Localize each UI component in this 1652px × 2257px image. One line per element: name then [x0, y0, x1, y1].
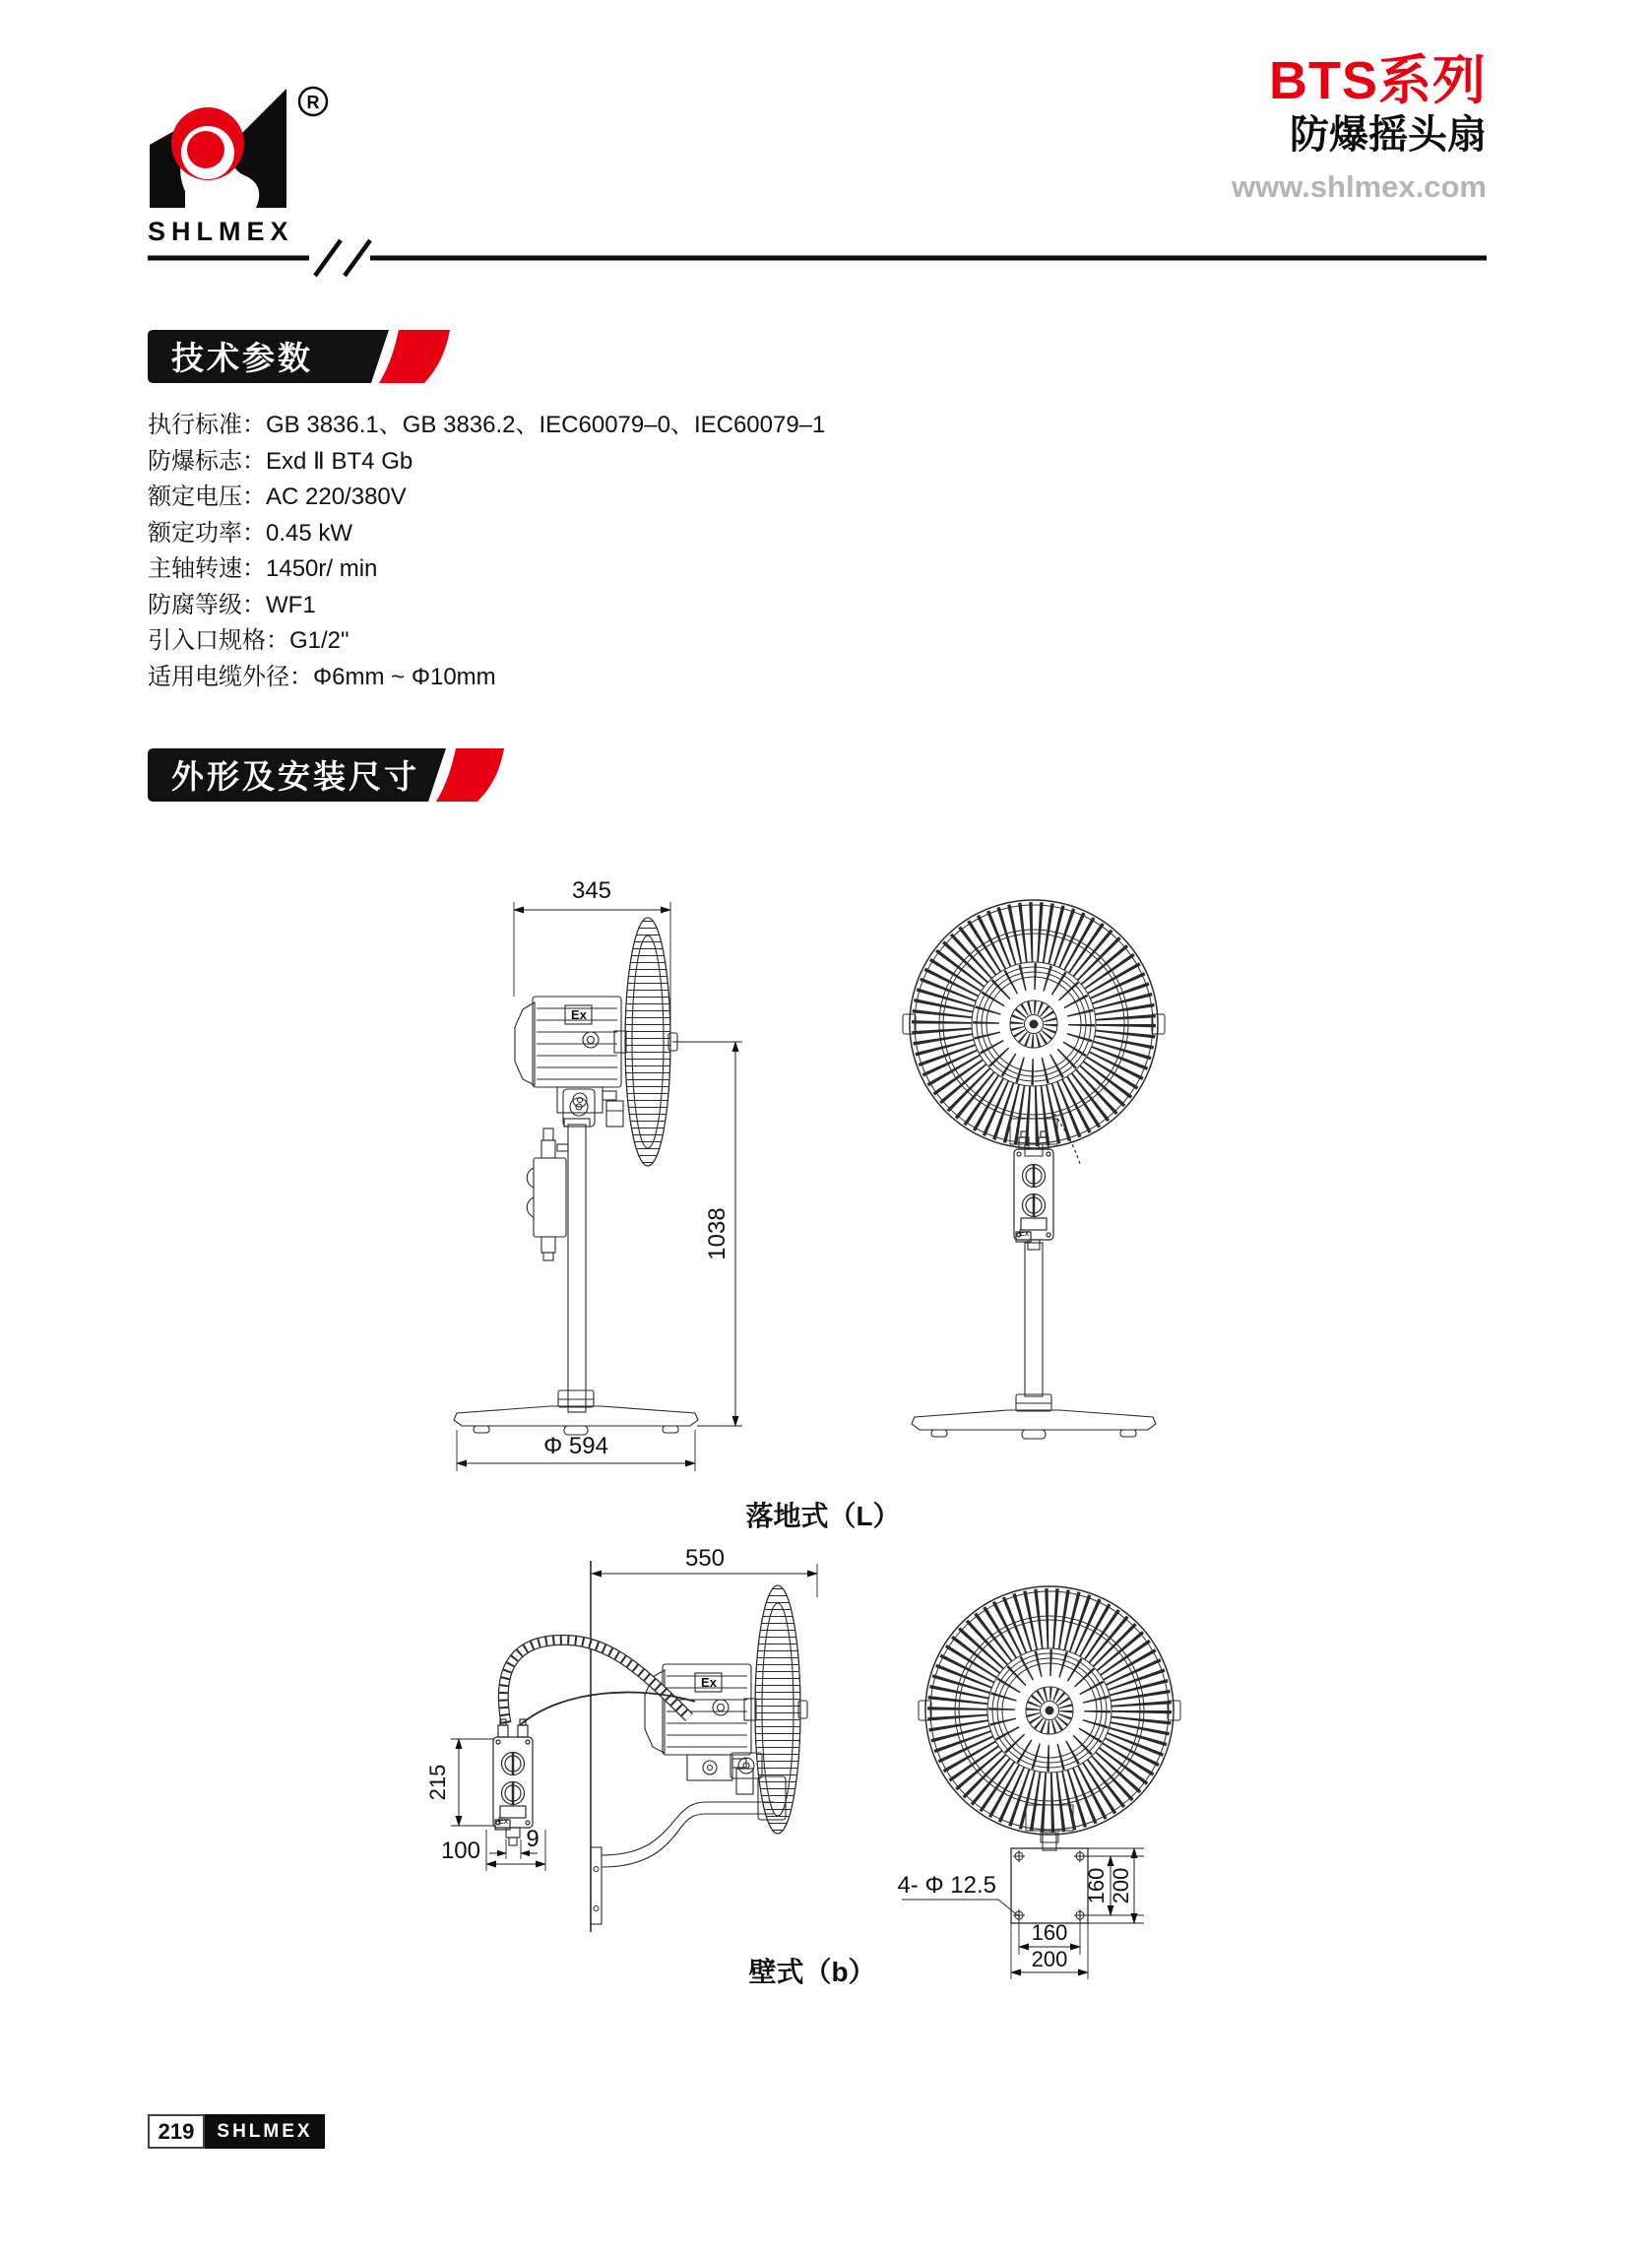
wall-dim-gland-label: 9	[526, 1826, 540, 1852]
wall-dim-plate-width-label: 200	[1031, 1947, 1068, 1971]
spec-label: 适用电缆外径：	[148, 663, 313, 690]
mounting-holes	[1013, 1850, 1086, 1921]
wall-dim-hole-spacing-h-label: 160	[1031, 1920, 1068, 1945]
spec-label: 主轴转速：	[148, 555, 266, 582]
spec-value: 1450r/ min	[266, 555, 378, 582]
spec-value: AC 220/380V	[266, 484, 407, 510]
website-url: www.shlmex.com	[1232, 168, 1487, 204]
spec-label: 防爆标志：	[148, 447, 266, 475]
brand-wordmark: SHLMEX	[148, 217, 294, 246]
floor-caption: 落地式（L）	[745, 1501, 901, 1531]
floor-dim-width-label: 345	[571, 877, 612, 904]
spec-value: Φ6mm ~ Φ10mm	[313, 663, 496, 690]
floor-panel-ex-label: Ex	[1018, 1228, 1030, 1238]
registered-mark-letter: R	[306, 93, 320, 112]
product-title: 防爆摇头扇	[1290, 112, 1487, 157]
spec-label: 额定功率：	[148, 519, 266, 547]
wall-dim-hole-spacing-v-label: 160	[1084, 1867, 1109, 1904]
wall-panel-ex-label: Ex	[497, 1816, 509, 1826]
wall-dim-plate-height-label: 200	[1109, 1867, 1133, 1904]
wall-dim-box-height	[451, 1739, 494, 1826]
spec-label: 执行标准：	[148, 412, 266, 438]
wall-motor-ex-label: Ex	[701, 1675, 717, 1690]
wall-dim-box-height-label: 215	[425, 1764, 450, 1801]
section-title-dimensions: 外形及安装尺寸	[171, 758, 419, 795]
spec-label: 防腐等级：	[148, 591, 266, 618]
spec-value: Exd Ⅱ BT4 Gb	[266, 447, 413, 475]
spec-value: WF1	[266, 591, 316, 618]
spec-label: 额定电压：	[148, 484, 266, 510]
wall-dim-depth-label: 550	[684, 1545, 726, 1572]
section-title-specs: 技术参数	[171, 340, 313, 376]
wall-caption: 壁式（b）	[748, 1957, 876, 1987]
footer-brand: SHLMEX	[205, 2114, 325, 2149]
spec-value: GB 3836.1、GB 3836.2、IEC60079–0、IEC60079–1	[266, 412, 826, 438]
spec-value: G1/2"	[289, 627, 349, 654]
floor-motor-ex-label: Ex	[571, 1007, 587, 1022]
page-number: 219	[148, 2114, 205, 2149]
page-footer	[148, 2114, 325, 2149]
floor-fan-front-view	[903, 900, 1165, 1439]
floor-dim-base-label: Φ 594	[543, 1433, 608, 1459]
series-title: BTS系列	[1269, 51, 1487, 110]
wall-fan-side-view	[493, 1561, 807, 1932]
spec-label: 引入口规格：	[148, 627, 289, 654]
wall-holes-leader	[902, 1900, 1020, 1917]
floor-dim-height-label: 1038	[704, 1207, 731, 1260]
wall-dim-holes-label: 4- Φ 12.5	[897, 1872, 996, 1899]
floor-fan-side-view	[454, 918, 698, 1435]
spec-value: 0.45 kW	[266, 519, 353, 547]
wall-dim-box-width-label: 100	[440, 1838, 480, 1864]
